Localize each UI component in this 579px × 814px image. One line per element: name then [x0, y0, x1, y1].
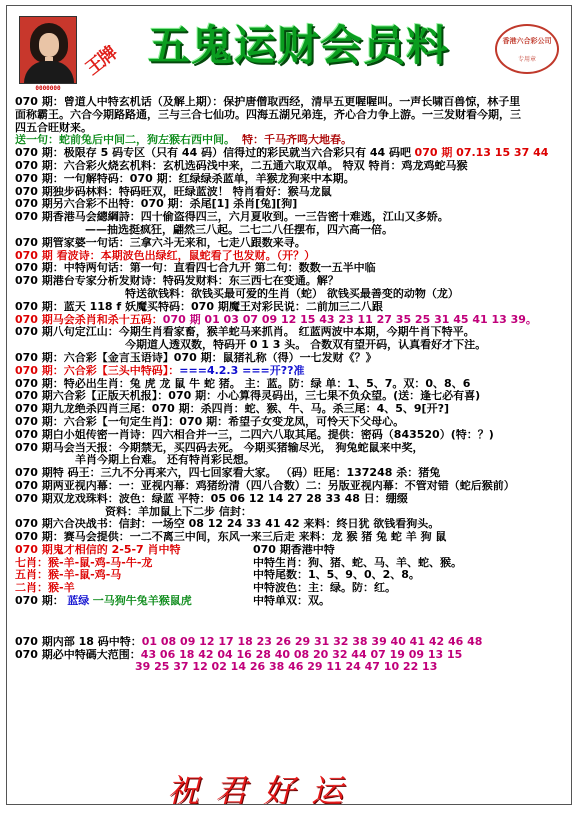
text-line: 070 期两亚视内幕：一：亚视内幕：鸡猪纷清（四八合数）二：另版亚视内幕：不管对错（蛇后猴前）	[15, 479, 515, 492]
text-line: 070 期白小姐传密一肖诗：四六相合并一三，二四六八取其尾。提供：密码（843520）(特：？)	[15, 428, 494, 441]
text-fragment: 070 期：	[15, 595, 64, 608]
text-fragment: 070 期必中特碼大范围：	[15, 648, 141, 661]
text-line: 中特波色：主：绿。防：红。	[253, 582, 396, 595]
text-line: 070 期香港马会總綱詩：四十偷盗得四三，六月夏收到。一三告密十难逃，江山又多娇。	[15, 211, 449, 224]
text-line: 070 期：六合彩火烧玄机料：玄机选码浅中来，二五通六取双单。 特双 特肖：鸡龙鸡蛇马猴	[15, 159, 468, 172]
text-fragment: 一马狗牛兔羊猴鼠虎	[92, 595, 192, 608]
text-line: 资料：羊加鼠上下二步 信封：	[105, 505, 252, 518]
text-line: 070 期：曾道人中特玄机话（及解上期）：保护唐僧取西经，清早五更喔喔叫。一声长啸百兽惊，林子里	[15, 96, 521, 108]
text-line: 39 25 37 12 02 14 26 38 46 29 11 24 47 10 22 13	[135, 661, 438, 674]
portrait-photo	[19, 16, 77, 84]
left-column	[15, 544, 253, 608]
text-line: 特送欲钱料：欲钱买最可爱的生肖（蛇） 欲钱买最善变的动物（龙）	[125, 287, 459, 300]
text-fragment: 070 期马会杀肖和杀十五码：	[15, 313, 163, 326]
text-line	[15, 314, 567, 327]
text-line: 070 期鬼才相信的 2-5-7 肖中特	[15, 543, 181, 556]
text-line: 070 期管家婆一句话：三拿六斗无来和，七走八跟数来寻。	[15, 236, 306, 249]
header	[7, 6, 572, 94]
text-line	[15, 649, 567, 662]
text-line: 070 期：六合彩【一句定生肖】：070 期：希望子女变龙凤，可怜天下父母心。	[15, 415, 405, 428]
seal-text-top: 香港六合彩公司	[502, 37, 552, 45]
text-line: 070 期 看波诗：本期波色出绿红，鼠蛇看了也发财。（开？）	[15, 249, 316, 262]
text-fragment: 43 06 18 42 04 16 28 40 08 20 32 44 07 19 09 13 15	[140, 648, 463, 661]
text-line: 五肖：猴-羊-鼠-鸡-马	[15, 569, 122, 582]
text-fragment: 070 期：六合彩【三头中特码】：	[15, 364, 180, 377]
text-line: 070 期特 码王：三九不分再来六，四七回家看大家。 （码）旺尾：137248 杀：猪兔	[15, 467, 441, 480]
text-line: 070 期六合决战书：信封：一场空 08 12 24 33 41 42 来料：终日犹 欲钱看狗头。	[15, 518, 440, 531]
text-line: 070 期马会当天报：今期禁无，买四码去死。 今期买猪输尽光， 狗兔蛇鼠来中奖，	[15, 441, 424, 454]
text-fragment: ===4.2.3 ===开??准	[179, 364, 305, 377]
text-line: 七肖：猴-羊-鼠-鸡-马-牛-龙	[15, 556, 153, 569]
text-fragment: 特：千马齐鸣大地春。	[242, 134, 352, 147]
text-fragment: 070 期 01 03 07 09 12 15 43 23 11 27 35 25 31 45 41 13 39。	[162, 313, 537, 326]
text-line: 中特生肖：狗、猪、蛇、马、羊、蛇、猴。	[253, 556, 462, 569]
text-line: 四五合旺财来。	[15, 121, 92, 134]
brand-stamp: 王牌	[81, 43, 121, 80]
text-line: 今期道人透双数，特码开 0 1 3 头。 合数双有望开码，认真看好才下注。	[125, 339, 487, 352]
text-line: 070 期：特必出生肖：兔 虎 龙 鼠 牛 蛇 猪。 主：蓝。防：绿 单：1、5、7。双：0、8、6	[15, 377, 471, 390]
text-line: 070 期：中特两句话：第一句：直看四七合九开 第二句：数数一五半中临	[15, 262, 376, 275]
text-fragment: 01 08 09 12 17 18 23 26 29 31 32 38 39 40 41 42 46 48	[141, 635, 483, 648]
text-line	[15, 147, 567, 160]
portrait-body	[24, 61, 74, 84]
text-fragment: 070 期内部 18 码中特：	[15, 635, 142, 648]
text-line: 070 期另六合彩不出特：070 期：杀尾[1] 杀肖[兔][狗]	[15, 198, 298, 211]
text-line: 070 期香港中特	[253, 543, 335, 556]
text-line: 070 期独步码林料：特码旺双，旺绿蓝波！ 特肖看好：猴马龙鼠	[15, 185, 332, 198]
text-line	[15, 636, 567, 649]
photo-caption: 0000000	[35, 85, 61, 92]
right-column	[253, 544, 567, 608]
text-fragment: 送一句：蛇前兔后中间二，狗左猴右西中间。	[15, 134, 235, 147]
text-line: 070 期港台专家分析发财诗：特码发财料：东三西七在变通。解？	[15, 275, 339, 288]
text-line: 二肖：猴-羊	[15, 582, 75, 595]
text-line: 070 期六合彩【正版天机报】：070 期：小心算得灵码出，三七果不负众望。(送：逢七必有喜)	[15, 390, 481, 403]
text-line: 070 期八句定江山：今期生肖看家畜，猴羊蛇马来抓肖。 红蓝两波中本期，今期牛肖下特平。	[15, 326, 475, 339]
text-line: 中特单双：双。	[253, 595, 330, 608]
text-line: 070 期：蓝天 118 f 妖魔买特码：070 期魔王对彩民说：二前加三二八跟	[15, 300, 383, 313]
text-fragment: 070 期：极限存 5 码专区（只有 44 码）信得过的彩民就当六合彩只有 44 码吧	[15, 147, 412, 160]
flyer-page	[6, 5, 572, 805]
text-line: 羊肖今期上台难。 还有特肖彩民想。	[75, 454, 255, 467]
footer-blessing: 祝君好运	[167, 772, 360, 805]
seal-text-bottom: 专用章	[517, 56, 536, 63]
two-column-section	[15, 544, 567, 636]
seal-stamp-icon	[495, 24, 559, 74]
text-line: 070 期双龙戏珠料：波色：绿蓝 平特：05 06 12 14 27 28 33 48 日：绷缀	[15, 492, 408, 505]
text-line: 070 期九龙绝杀四肖三尾：070 期：杀四肖：蛇、猴、牛、马。杀三尾：4、5、9[开?]	[15, 403, 449, 416]
text-fragment: 蓝绿	[67, 595, 90, 608]
text-line	[15, 595, 253, 608]
text-line	[15, 134, 567, 147]
text-line: 070 期：一句解特码：070 期：红绿绿杀蓝单，羊猴龙狗来中本期。	[15, 172, 355, 185]
text-line: ——抽选挺疯狂，翩然三八起。二七二八任摆布，四六高一倍。	[85, 223, 393, 236]
page-title: 五鬼运财会员料	[148, 21, 450, 70]
text-fragment: 070 期 07.13 15 37 44	[414, 147, 549, 160]
text-line	[15, 365, 567, 378]
text-line: 070 期：赛马会提供：一二不离三中间，东风一来三后走 来料：龙 猴 猪 兔 蛇 羊 狗 鼠	[15, 531, 447, 544]
portrait-face	[39, 33, 59, 57]
text-line: 中特尾数：1、5、9、0、2、8。	[253, 569, 420, 582]
text-line: 面称霸王。六合今期路路通，三与三合七仙功。四海五湖兄弟连，齐心合力争上游。一三发财看今期，三	[15, 108, 521, 121]
content-body	[15, 96, 567, 674]
text-line: 070 期：六合彩【金言玉语诗】070 期：鼠猪礼称（得）一七发财《？》	[15, 351, 377, 364]
